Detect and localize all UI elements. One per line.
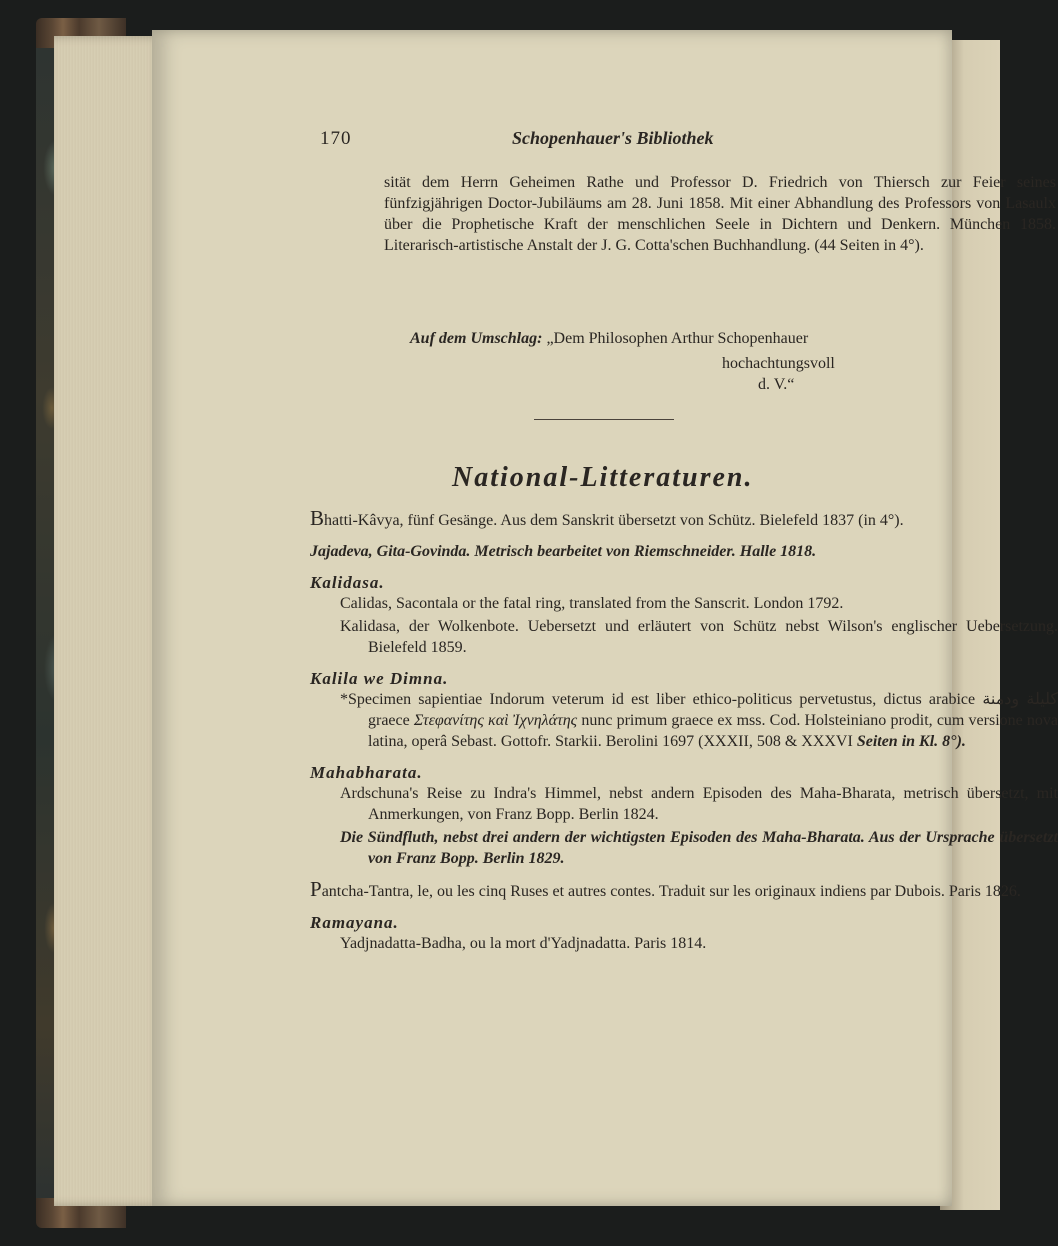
author-heading: Mahabharata. [310,763,423,782]
author-heading: Kalila we Dimna. [310,669,449,688]
entry-text: hatti-Kâvya, fünf Gesänge. Aus dem Sanskrit übersetzt von Schütz. Bielefeld 1837 (in 4°). [324,512,904,529]
item-text: *Specimen sapientiae Indorum veterum id est liber ethico-politicus pervetustus, dictus arabice [340,691,983,708]
author-heading: Ramayana. [310,913,399,932]
arabic-title: كليلة ودمنة [982,691,1058,708]
running-title: Schopenhauer's Bibliothek [512,128,714,148]
cover-note [410,330,808,348]
entries-list [310,508,1058,964]
entry-kalila-we-dimna [310,668,1058,752]
entry-ramayana [310,912,1058,954]
page-edges [54,36,164,1206]
continuation-paragraph: sität dem Herrn Geheimen Rathe und Professor D. Friedrich von Thiersch zur Feier seines fünfzigjährigen Doctor-Jubiläums am 28. Juni 1858. Mit einer Abhandlung des Professors von Lasaulx über die Prophetische Kraft der menschlichen Seele in Dichtern und Denkern. München 1858. Literarisch-artistische Anstalt der J. G. Cotta'schen Buchhandlung. (44 Seiten in 4°). [384,174,1056,254]
cover-note-label: Auf dem Umschlag: [410,330,543,347]
entry-initial: B [310,506,325,530]
item-text: nunc primum graece ex mss. Cod. Holsteiniano prodit, cum versione nova latina, operâ Sebast. Gottofr. Starkii. Berolini 1697 (XXXII, 508 & XXXVI [368,712,1058,750]
list-item [310,689,1058,752]
entry-kalidasa [310,572,1058,658]
section-divider [534,419,674,420]
page-number: 170 [320,128,352,149]
item-text-fraktur: Seiten in Kl. 8°). [856,733,966,750]
entry-text: antcha-Tantra, le, ou les cinq Ruses et autres contes. Traduit sur les originaux indiens par Dubois. Paris 1826. [321,883,1021,900]
entry-initial: P [310,877,322,901]
list-item: Calidas, Sacontala or the fatal ring, translated from the Sanscrit. London 1792. [340,595,844,612]
dedication-closing: hochachtungsvoll [722,355,835,372]
entry-mahabharata [310,762,1058,869]
list-item: Ardschuna's Reise zu Indra's Himmel, nebst andern Episoden des Maha-Bharata, metrisch übersetzt, mit Anmerkungen, von Franz Bopp. Berlin 1824. [340,785,1058,823]
item-text: graece [368,712,414,729]
greek-title: Στεφανίτης καὶ Ἰχνηλάτης [413,712,578,729]
book-page [152,30,1058,1206]
entry-jajadeva: Jajadeva, Gita-Govinda. Metrisch bearbeitet von Riemschneider. Halle 1818. [310,543,817,560]
cover-note-text: „Dem Philosophen Arthur Schopenhauer [546,330,809,347]
entry-bhatti-kavya [310,508,1058,531]
page-header [152,128,952,158]
list-item: Yadjnadatta-Badha, ou la mort d'Yadjnadatta. Paris 1814. [340,935,707,952]
list-item: Kalidasa, der Wolkenbote. Uebersetzt und erläutert von Schütz nebst Wilson's englischer Uebersetzung. Bielefeld 1859. [340,618,1058,656]
list-item: Die Sündfluth, nebst drei andern der wichtigsten Episoden des Maha-Bharata. Aus der Ursprache übersetzt von Franz Bopp. Berlin 1829. [340,829,1058,867]
author-heading: Kalidasa. [310,573,385,592]
section-title: National-Litteraturen. [452,462,754,493]
entry-pantcha-tantra [310,879,1058,902]
dedication-initials: d. V.“ [758,376,795,393]
